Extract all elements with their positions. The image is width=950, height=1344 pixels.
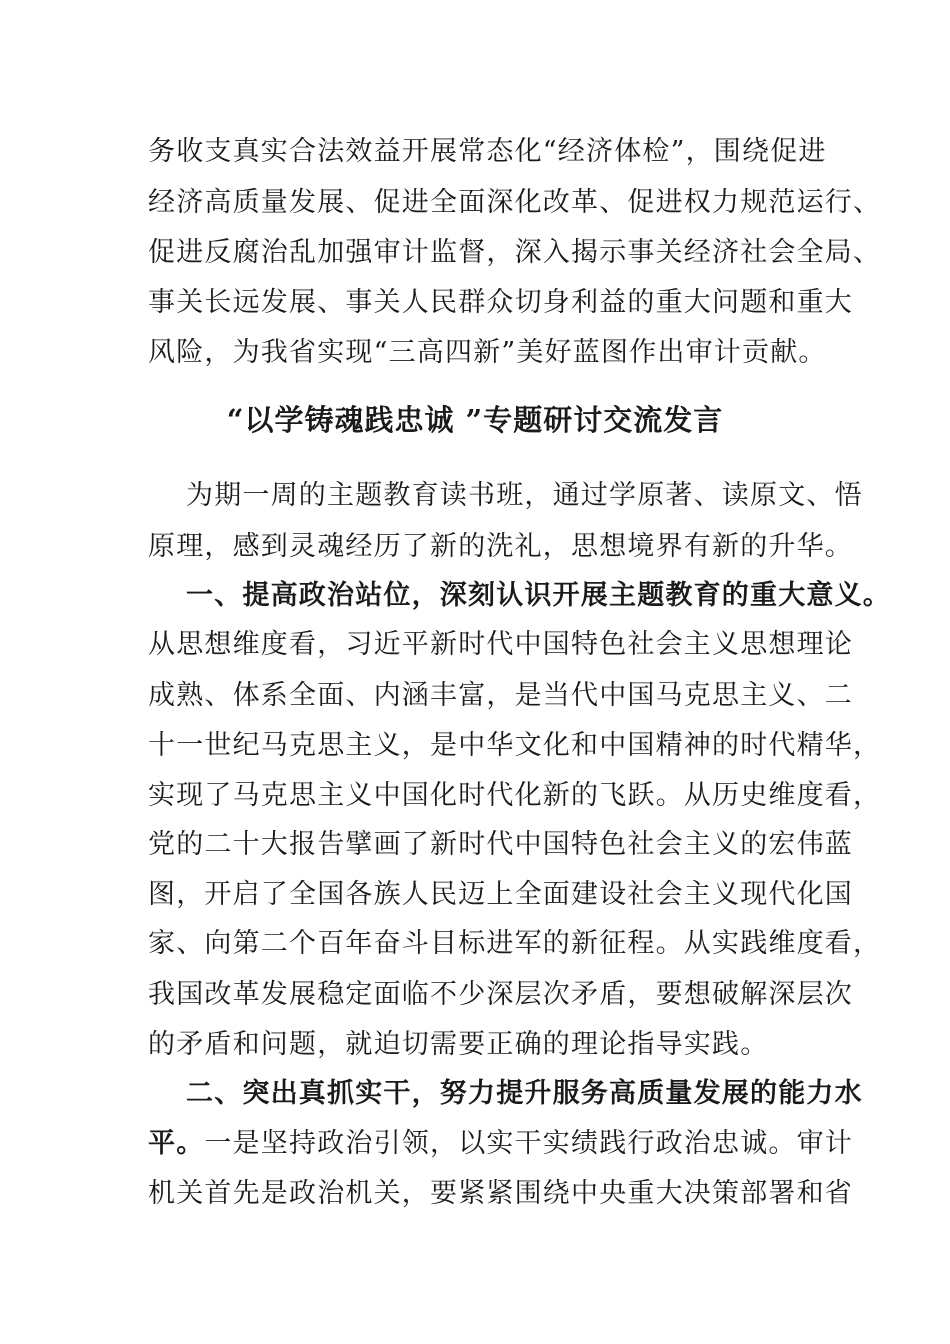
opening-line: 为期一周的主题教育读书班，通过学原著、读原文、悟: [186, 480, 863, 511]
intro-line: 风险，为我省实现“三高四新”美好蓝图作出审计贡献。: [148, 337, 827, 368]
section-1-line: 的矛盾和问题，就迫切需要正确的理论指导实践。: [148, 1029, 769, 1060]
section-2-heading: 二、突出真抓实干，努力提升服务高质量发展的能力水: [186, 1078, 863, 1109]
section-1-line: 从思想维度看，习近平新时代中国特色社会主义思想理论: [148, 629, 853, 660]
section-1-line: 我国改革发展稳定面临不少深层次矛盾，要想破解深层次: [148, 979, 853, 1010]
section-2-heading-end: 平。: [148, 1128, 205, 1159]
section-1-line: 十一世纪马克思主义，是中华文化和中国精神的时代精华，: [148, 730, 882, 761]
intro-line: 促进反腐治乱加强审计监督，深入揭示事关经济社会全局、: [148, 237, 882, 268]
section-1-line: 图，开启了全国各族人民迈上全面建设社会主义现代化国: [148, 879, 853, 910]
section-1-line: 家、向第二个百年奋斗目标进军的新征程。从实践维度看，: [148, 928, 882, 959]
section-2-line: 机关首先是政治机关，要紧紧围绕中央重大决策部署和省: [148, 1178, 853, 1209]
section-1-line: 实现了马克思主义中国化时代化新的飞跃。从历史维度看，: [148, 780, 882, 811]
intro-line: 务收支真实合法效益开展常态化“经济体检”，围绕促进: [148, 136, 827, 167]
section-2-text: 一是坚持政治引领，以实干实绩践行政治忠诚。审计: [204, 1128, 854, 1159]
section-1-heading: 一、提高政治站位，深刻认识开展主题教育的重大意义。: [186, 580, 891, 611]
document-title: “以学铸魂践忠诚 ”专题研讨交流发言: [226, 403, 724, 437]
section-1-line: 成熟、体系全面、内涵丰富，是当代中国马克思主义、二: [148, 680, 853, 711]
intro-line: 事关长远发展、事关人民群众切身利益的重大问题和重大: [148, 287, 853, 318]
section-2-heading-continuation: [148, 1124, 853, 1164]
opening-line: 原理，感到灵魂经历了新的洗礼，思想境界有新的升华。: [148, 531, 853, 562]
section-1-line: 党的二十大报告擘画了新时代中国特色社会主义的宏伟蓝: [148, 829, 853, 860]
intro-line: 经济高质量发展、促进全面深化改革、促进权力规范运行、: [148, 187, 882, 218]
